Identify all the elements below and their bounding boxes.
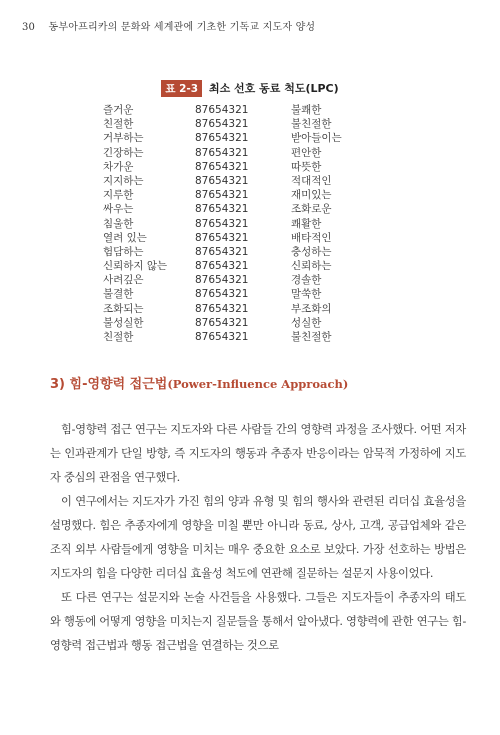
- lpc-row: [103, 146, 403, 160]
- running-title: 동부아프리카의 문화와 세계관에 기초한 기독교 지도자 양성: [48, 22, 316, 33]
- lpc-row: [103, 259, 403, 273]
- page-number: 30: [22, 22, 36, 33]
- lpc-row: [103, 131, 403, 145]
- lpc-left-adjective: 사려깊은: [103, 274, 144, 287]
- lpc-row: [103, 231, 403, 245]
- lpc-row: [103, 273, 403, 287]
- lpc-right-adjective: 경솔한: [291, 274, 322, 287]
- lpc-scale: 87654321: [195, 132, 249, 145]
- running-header: [22, 18, 315, 33]
- table-caption: [0, 80, 500, 97]
- lpc-scale: 87654321: [195, 217, 249, 230]
- lpc-scale: 87654321: [195, 174, 249, 187]
- lpc-right-adjective: 받아들이는: [291, 132, 342, 145]
- lpc-scale: 87654321: [195, 189, 249, 202]
- lpc-scale-table: [103, 103, 403, 344]
- lpc-left-adjective: 열려 있는: [103, 231, 147, 244]
- lpc-row: [103, 174, 403, 188]
- lpc-right-adjective: 재미있는: [291, 189, 332, 202]
- lpc-scale: 87654321: [195, 231, 249, 244]
- lpc-right-adjective: 부조화의: [291, 302, 332, 315]
- lpc-scale: 87654321: [195, 118, 249, 131]
- lpc-left-adjective: 즐거운: [103, 104, 134, 116]
- lpc-left-adjective: 싸우는: [103, 203, 134, 216]
- lpc-right-adjective: 성실한: [291, 316, 322, 329]
- lpc-right-adjective: 적대적인: [291, 174, 332, 187]
- lpc-left-adjective: 긴장하는: [103, 146, 144, 159]
- lpc-right-adjective: 편안한: [291, 146, 322, 159]
- section-heading-en: (Power-Influence Approach): [167, 377, 349, 391]
- lpc-left-adjective: 지루한: [103, 189, 134, 202]
- lpc-right-adjective: 쾌활한: [291, 217, 322, 230]
- section-heading-ko: 3) 힘-영향력 접근법: [50, 377, 168, 392]
- lpc-scale: 87654321: [195, 203, 249, 216]
- lpc-scale: 87654321: [195, 316, 249, 329]
- lpc-row: [103, 330, 403, 344]
- lpc-left-adjective: 신뢰하지 않는: [103, 260, 168, 273]
- lpc-left-adjective: 친절한: [103, 118, 134, 131]
- paragraph-2: 이 연구에서는 지도자가 가진 힘의 양과 유형 및 힘의 행사와 관련된 리더십 효율성을 설명했다. 힘은 추종자에게 영향을 미칠 뿐만 아니라 동료, 상사, 고객, 공급업체와 같은 조직 외부 사람들에게 영향을 미치는 매우 중요한 요소로 보았다. 가장 선호하는 방법은 지도자의 힘을 다양한 리더십 효율성 척도에 연관해 질문하는 설문지 사용이었다.: [50, 495, 466, 580]
- body-text: [50, 418, 466, 658]
- lpc-left-adjective: 불성실한: [103, 316, 144, 329]
- lpc-right-adjective: 불쾌한: [291, 104, 322, 116]
- paragraph-3: 또 다른 연구는 설문지와 논술 사건들을 사용했다. 그들은 지도자들이 추종자의 태도와 행동에 어떻게 영향을 미치는지 질문들을 통해서 알아냈다. 영향력에 관한 연구는 힘-영향력 접근법과 행동 접근법을 연결하는 것으로: [50, 591, 466, 652]
- paragraph-1: 힘-영향력 접근 연구는 지도자와 다른 사람들 간의 영향력 과정을 조사했다. 어떤 저자는 인과관계가 단일 방향, 즉 지도자의 행동과 추종자 반응이라는 암묵적 가정하에 지도자 중심의 관점을 연구했다.: [50, 423, 466, 484]
- lpc-left-adjective: 친절한: [103, 331, 134, 343]
- lpc-row: [103, 302, 403, 316]
- lpc-scale: 87654321: [195, 160, 249, 173]
- lpc-row: [103, 160, 403, 174]
- lpc-scale: 87654321: [195, 146, 249, 159]
- lpc-left-adjective: 조화되는: [103, 302, 144, 315]
- lpc-right-adjective: 불친절한: [291, 331, 332, 343]
- lpc-row: [103, 188, 403, 202]
- lpc-scale: 87654321: [195, 288, 249, 301]
- lpc-scale: 87654321: [195, 302, 249, 315]
- lpc-right-adjective: 따뜻한: [291, 160, 322, 173]
- lpc-right-adjective: 불친절한: [291, 118, 332, 131]
- lpc-right-adjective: 충성하는: [291, 245, 332, 258]
- table-label-badge: 표 2-3: [161, 80, 202, 97]
- lpc-left-adjective: 불결한: [103, 288, 134, 301]
- table-title: 최소 선호 동료 척도(LPC): [208, 82, 339, 95]
- lpc-left-adjective: 침울한: [103, 217, 134, 230]
- lpc-row: [103, 103, 403, 117]
- lpc-scale: 87654321: [195, 245, 249, 258]
- lpc-row: [103, 202, 403, 216]
- lpc-left-adjective: 차가운: [103, 160, 134, 173]
- lpc-row: [103, 287, 403, 301]
- lpc-right-adjective: 배타적인: [291, 231, 332, 244]
- lpc-scale: 87654321: [195, 331, 249, 343]
- lpc-row: [103, 316, 403, 330]
- lpc-row: [103, 245, 403, 259]
- lpc-right-adjective: 조화로운: [291, 203, 332, 216]
- lpc-row: [103, 117, 403, 131]
- lpc-row: [103, 217, 403, 231]
- lpc-left-adjective: 지지하는: [103, 174, 144, 187]
- lpc-right-adjective: 말쑥한: [291, 288, 322, 301]
- lpc-left-adjective: 거부하는: [103, 132, 144, 145]
- section-heading: [50, 373, 348, 392]
- lpc-scale: 87654321: [195, 260, 249, 273]
- lpc-left-adjective: 험담하는: [103, 245, 144, 258]
- lpc-scale: 87654321: [195, 104, 249, 116]
- lpc-right-adjective: 신뢰하는: [291, 260, 332, 273]
- lpc-scale: 87654321: [195, 274, 249, 287]
